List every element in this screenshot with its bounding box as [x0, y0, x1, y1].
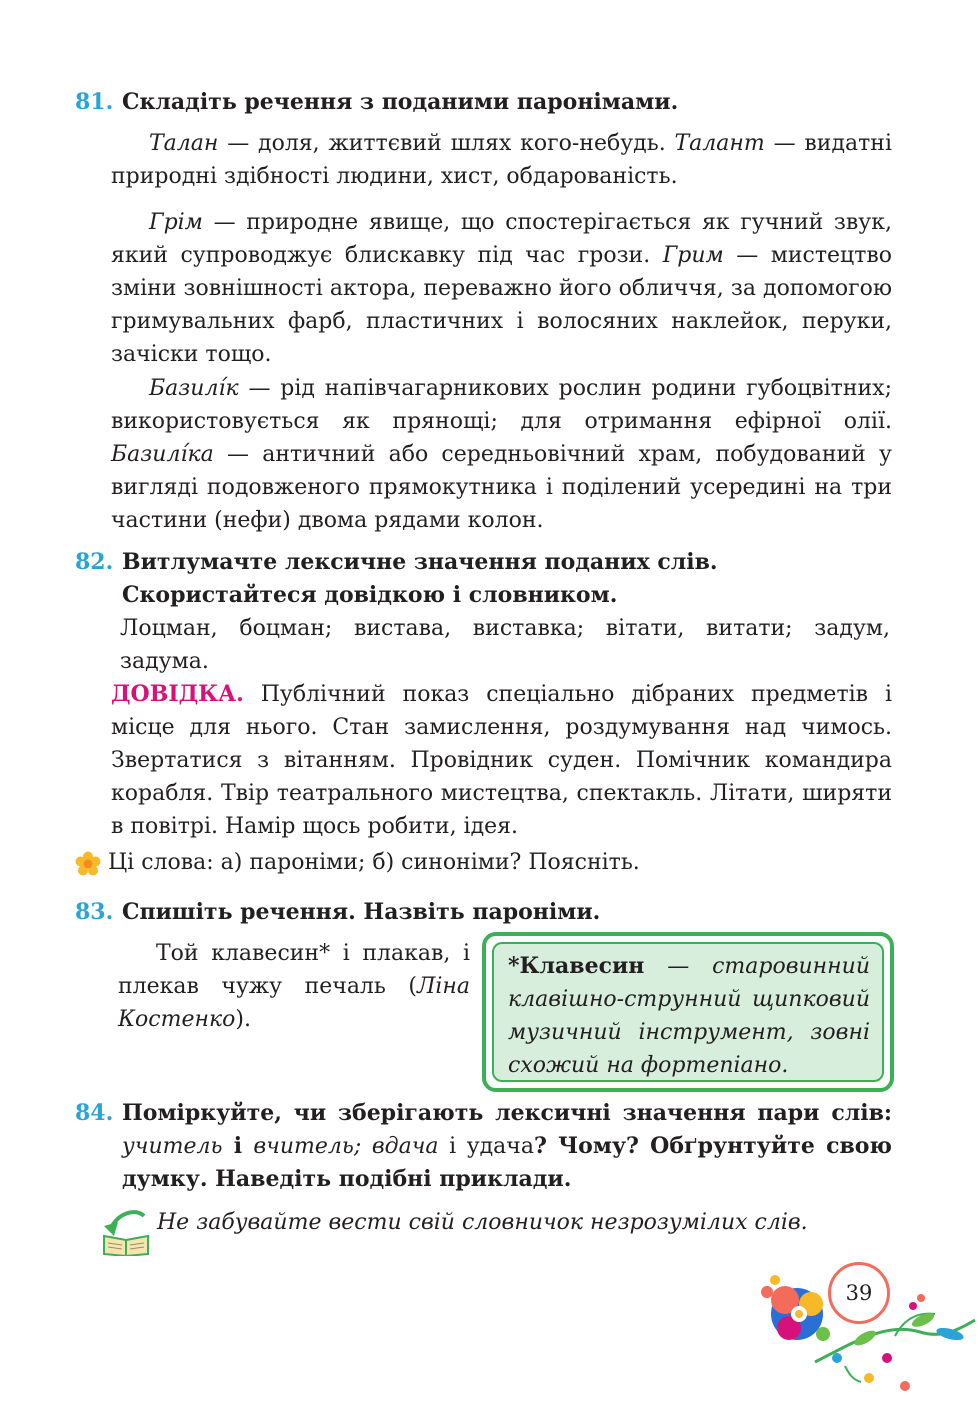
conjunction: і: [222, 1133, 254, 1159]
task-number: 82.: [75, 549, 114, 575]
quote-author: Ліна Костенко: [118, 974, 470, 1032]
task-heading: Витлумачте лексичне значення поданих слів. Скористайтеся довідкою і словником.: [122, 549, 718, 608]
reminder-text: Не забувайте вести свій словничок незрозумілих слів.: [157, 1210, 808, 1235]
task-number: 81.: [75, 89, 114, 115]
definition-text: — природне явище, що спостерігається як гучний звук, який супроводжує блискавку під час грози.: [111, 210, 892, 268]
task-number: 84.: [75, 1100, 114, 1126]
footnote-definition: — старовинний клавішно-струнний щипковий музичний інструмент, зовні схожий на фортепіано.: [508, 954, 870, 1078]
reference-block: [111, 678, 892, 843]
paronym-word: Грим: [662, 243, 724, 268]
quote-block: [118, 937, 470, 1036]
page-number: 39: [828, 1262, 890, 1324]
dictionary-book-icon: [100, 1200, 152, 1256]
word-pair: і удача: [438, 1134, 534, 1159]
paronym-word: Талан: [149, 131, 219, 156]
word-list: Лоцман, боцман; вистава, виставка; вітати, витати; задум, задума.: [120, 616, 890, 674]
footnote-box: [482, 932, 894, 1092]
paronym-word: Базилі́к: [149, 376, 239, 401]
paronym-paragraph: [111, 127, 892, 193]
footnote-term: *Клавесин: [508, 953, 645, 979]
task-heading: Складіть речення з поданими паронімами.: [122, 89, 679, 115]
paronym-paragraph: [111, 206, 892, 371]
task-rest: ? Чому? Обґрунтуйте свою думку. Наведіть подібні приклади.: [122, 1133, 892, 1192]
definition-text: — доля, життєвий шлях кого-небудь.: [218, 131, 675, 156]
paronym-word: Грім: [149, 210, 203, 235]
additional-question: Ці слова: а) пароніми; б) синоніми? Поясніть.: [108, 850, 640, 875]
word-pair: учитель: [122, 1134, 223, 1159]
definition-text: — античний або середньовічний храм, побудований у вигляді подовженого прямокутника і поділений усередині на три частини (нефи) двома рядами колон.: [111, 442, 892, 533]
task-lead: Поміркуйте, чи зберігають лексичні значення пари слів:: [122, 1100, 892, 1126]
paronym-word: Базилі́ка: [111, 442, 214, 467]
paronym-word: Талант: [674, 131, 765, 156]
task-number: 83.: [75, 899, 114, 925]
flower-icon: [75, 851, 101, 877]
definition-text: — мистецтво зміни зовнішності актора, переважно його обличчя, за допомогою гримувальних фарб, пластичних і волосяних наклейок, перуки, зачіски тощо.: [111, 243, 892, 367]
footnote-text: [508, 950, 870, 1082]
task-heading: [122, 1097, 892, 1196]
definition-text: — рід напівчагарникових рослин родини губоцвітних; використовується як прянощі; для отримання ефірної олії.: [111, 376, 892, 434]
reference-label: ДОВІДКА.: [111, 681, 244, 707]
quote-text: Той клавесин* і плакав, і плекав чужу печаль (: [118, 941, 470, 999]
task-heading: Спишіть речення. Назвіть пароніми.: [122, 899, 601, 925]
reference-text: Публічний показ спеціально дібраних предметів і місце для нього. Стан замислення, роздумування над чимось. Звертатися з вітанням. Провідник суден. Помічник командира корабля. Твір театрального мистецтва, спектакль. Літати, ширяти в повітрі. Намір щось робити, ідея.: [111, 682, 892, 839]
word-pair: вчитель; вдача: [253, 1134, 439, 1159]
definition-text: — видатні природні здібності людини, хист, обдарованість.: [111, 131, 892, 189]
paronym-paragraph: [111, 372, 892, 537]
quote-end: ).: [235, 1007, 251, 1032]
